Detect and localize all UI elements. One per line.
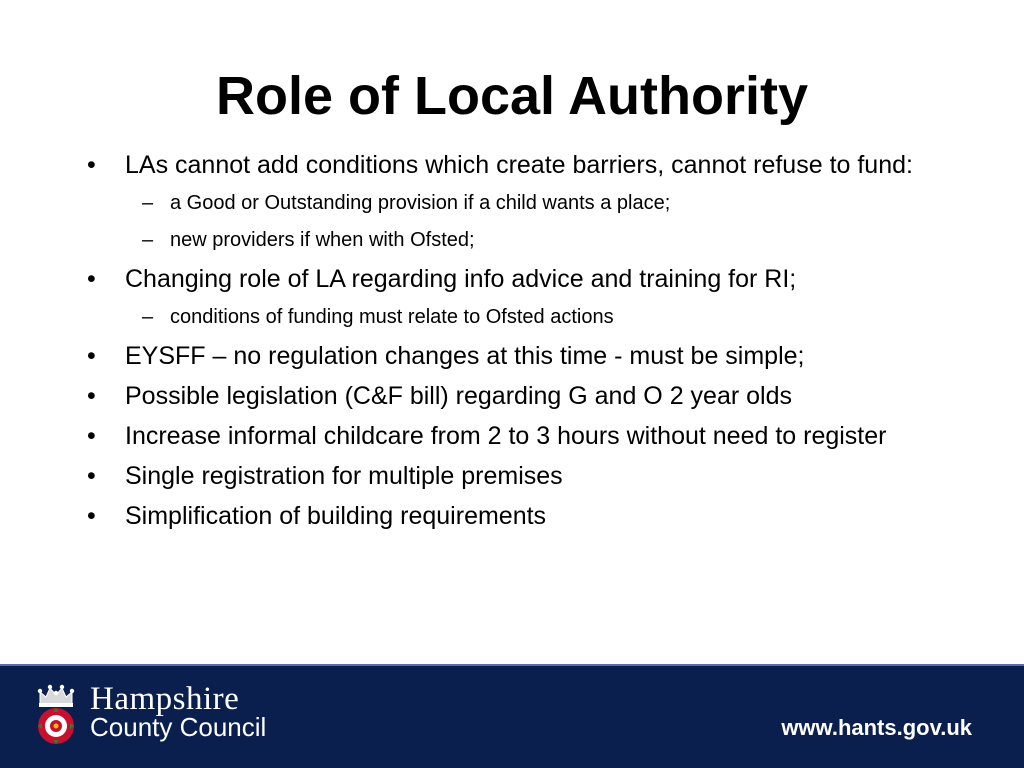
footer-bar (0, 664, 1024, 768)
sub-bullet-marker: – (142, 192, 154, 214)
bullet-item (87, 339, 937, 374)
bullet-item (87, 499, 937, 534)
bullet-text: Increase informal childcare from 2 to 3 hours without need to register (125, 422, 887, 450)
bullet-text: Possible legislation (C&F bill) regarding G and O 2 year olds (125, 382, 792, 410)
bullet-marker: • (87, 265, 96, 293)
bullet-text: EYSFF – no regulation changes at this time - must be simple; (125, 342, 805, 370)
bullet-text: LAs cannot add conditions which create barriers, cannot refuse to fund: (125, 151, 913, 179)
bullet-marker: • (87, 502, 96, 530)
sub-bullet-marker: – (142, 229, 154, 251)
bullet-marker: • (87, 422, 96, 450)
bullet-marker: • (87, 151, 96, 179)
bullet-item (87, 262, 937, 297)
slide-title: Role of Local Authority (216, 66, 808, 126)
org-subname: County Council (90, 712, 267, 742)
sub-bullet-item (87, 302, 937, 332)
sub-bullet-marker: – (142, 306, 154, 328)
bullet-item (87, 459, 937, 494)
org-name: Hampshire (90, 681, 240, 717)
sub-bullet-text: conditions of funding must relate to Ofsted actions (170, 306, 614, 328)
bullet-marker: • (87, 462, 96, 490)
bullet-list (87, 148, 937, 539)
bullet-marker: • (87, 382, 96, 410)
sub-bullet-text: a Good or Outstanding provision if a child wants a place; (170, 192, 671, 214)
bullet-text: Single registration for multiple premises (125, 462, 563, 490)
sub-bullet-item (87, 188, 937, 218)
bullet-text: Changing role of LA regarding info advice and training for RI; (125, 265, 797, 293)
footer-divider (0, 664, 1024, 666)
sub-bullet-item (87, 225, 937, 255)
sub-bullet-text: new providers if when with Ofsted; (170, 229, 475, 251)
bullet-marker: • (87, 342, 96, 370)
hampshire-rose-crest-icon (34, 682, 78, 750)
bullet-item (87, 379, 937, 414)
bullet-item (87, 148, 937, 183)
bullet-text: Simplification of building requirements (125, 502, 547, 530)
bullet-item (87, 419, 937, 454)
website-url[interactable]: www.hants.gov.uk (781, 715, 972, 740)
